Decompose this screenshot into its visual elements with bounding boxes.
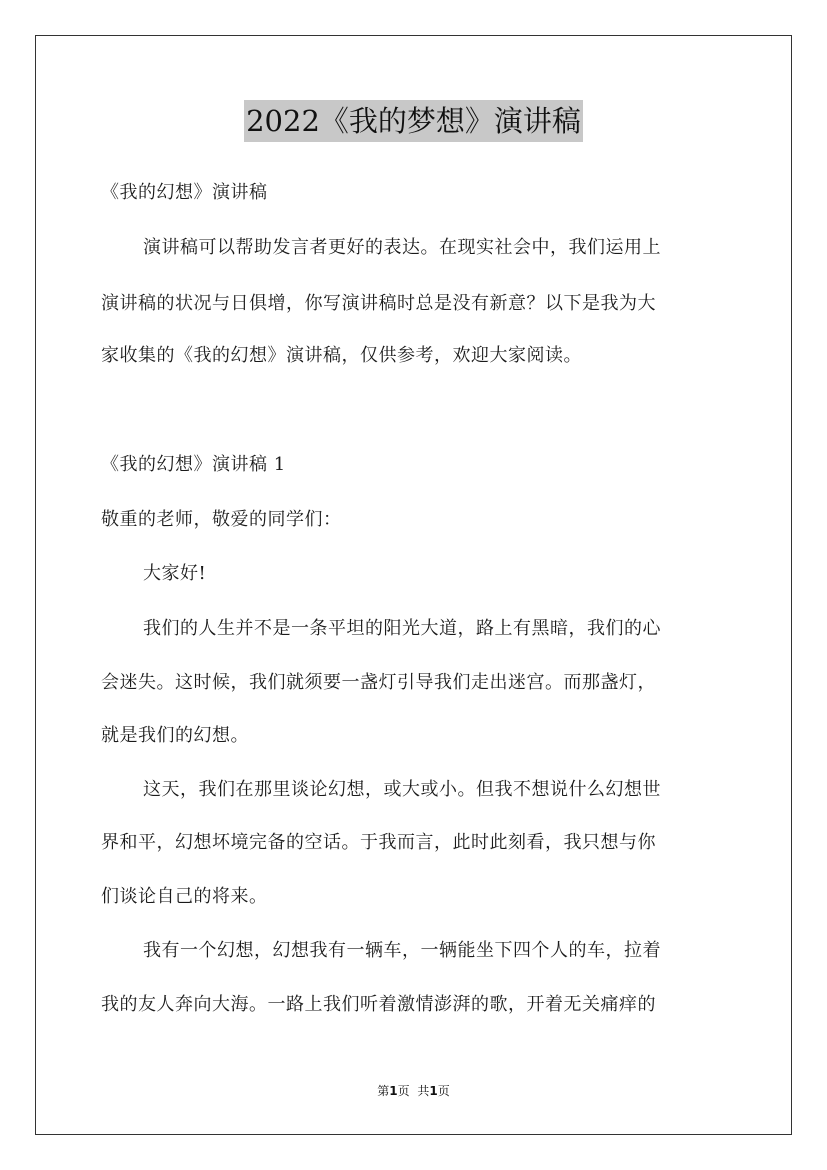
paragraph-line: 我们的人生并不是一条平坦的阳光大道，路上有黑暗，我们的心 <box>143 618 661 639</box>
paragraph-line: 就是我们的幻想。 <box>101 725 249 746</box>
paragraph-line: 会迷失。这时候，我们就须要一盏灯引导我们走出迷宫。而那盏灯， <box>101 672 656 693</box>
paragraph-line: 家收集的《我的幻想》演讲稿，仅供参考，欢迎大家阅读。 <box>101 345 582 366</box>
page-current: 1 <box>389 1084 398 1098</box>
page-unit: 页 <box>397 1084 410 1098</box>
paragraph-line: 我有一个幻想，幻想我有一辆车，一辆能坐下四个人的车，拉着 <box>143 940 661 961</box>
title-container <box>0 100 827 142</box>
paragraph-line: 这天，我们在那里谈论幻想，或大或小。但我不想说什么幻想世 <box>143 779 661 800</box>
page-label: 第 <box>377 1084 390 1098</box>
paragraph-line: 们谈论自己的将来。 <box>101 886 268 907</box>
paragraph-line: 界和平，幻想坏境完备的空话。于我而言，此时此刻看，我只想与你 <box>101 832 656 853</box>
total-unit: 页 <box>437 1084 450 1098</box>
greeting-line: 大家好! <box>143 563 207 584</box>
section-heading: 《我的幻想》演讲稿 1 <box>101 454 286 475</box>
salutation-line: 敬重的老师，敬爱的同学们： <box>101 509 342 530</box>
page-footer <box>0 1083 827 1099</box>
paragraph-line: 演讲稿的状况与日俱增，你写演讲稿时总是没有新意？以下是我为大 <box>101 293 656 314</box>
paragraph-line: 我的友人奔向大海。一路上我们听着激情澎湃的歌，开着无关痛痒的 <box>101 994 656 1015</box>
paragraph-line: 演讲稿可以帮助发言者更好的表达。在现实社会中，我们运用上 <box>143 237 661 258</box>
subtitle-line: 《我的幻想》演讲稿 <box>101 182 268 203</box>
total-label: 共 <box>417 1084 430 1098</box>
document-title: 2022《我的梦想》演讲稿 <box>244 100 583 142</box>
page-total: 1 <box>429 1084 438 1098</box>
